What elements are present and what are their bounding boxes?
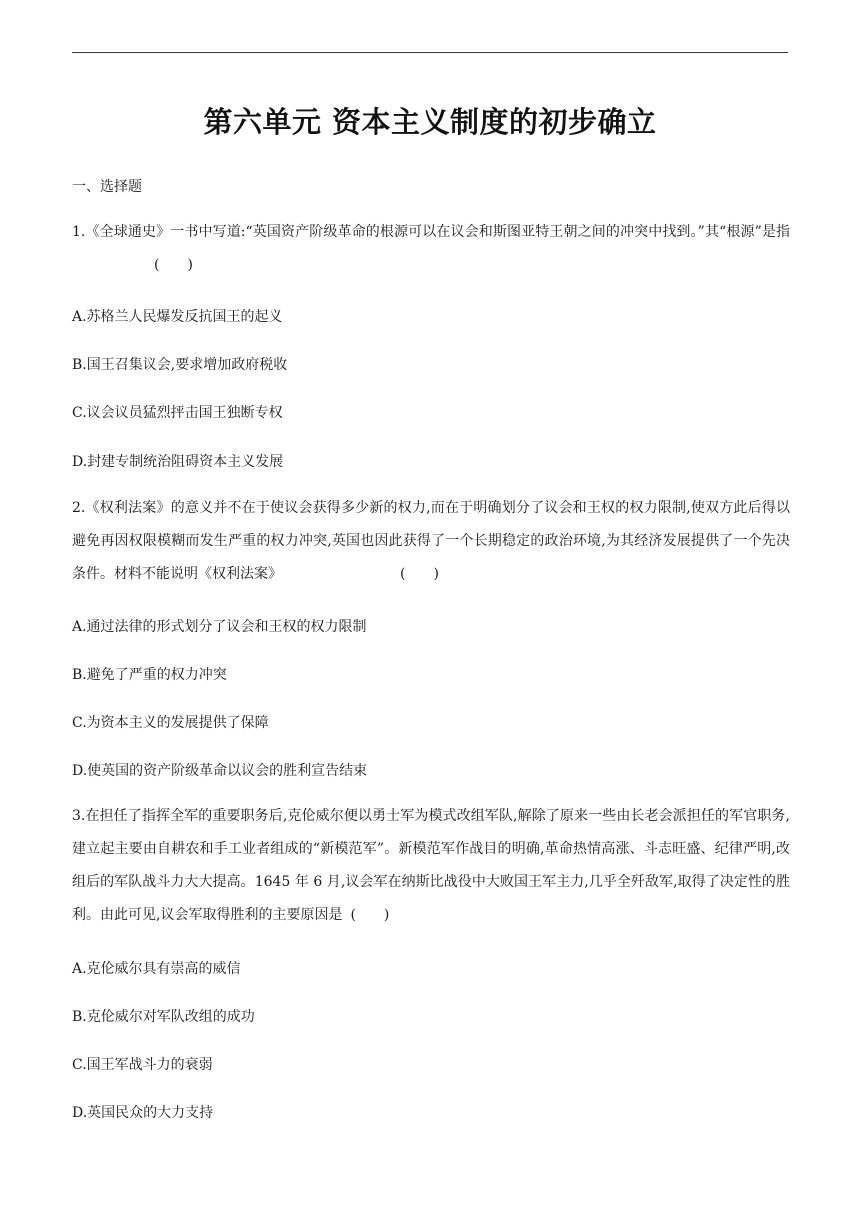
question-stem <box>72 492 790 591</box>
section-heading: 一、选择题 <box>72 179 142 195</box>
option-d[interactable]: D.使英国的资产阶级革命以议会的胜利宣告结束 <box>72 763 368 779</box>
question-3 <box>72 800 790 1130</box>
option-c[interactable]: C.议会议员猛烈抨击国王独断专权 <box>72 405 283 421</box>
question-1 <box>72 216 790 486</box>
answer-blank[interactable]: ( ) <box>350 907 390 923</box>
question-2 <box>72 492 790 792</box>
answer-blank[interactable]: ( ) <box>154 257 193 273</box>
question-stem-text: 3.在担任了指挥全军的重要职务后,克伦威尔便以勇士军为模式改组军队,解除了原来一些由长老会派担任的军官职务,建立起主要由自耕农和手工业者组成的“新模范军”。新模范军作战目的明确,革命热情高涨、斗志旺盛、纪律严明,改组后的军队战斗力大大提高。1645 年 6 月,议会军在纳斯比战役中大败国王军主力,几乎全歼敌军,取得了决定性的胜利。由此可见,议会军取得胜利的主要原因是 <box>72 808 790 923</box>
question-stem <box>72 800 790 932</box>
option-d[interactable]: D.英国民众的大力支持 <box>72 1105 214 1121</box>
option-d[interactable]: D.封建专制统治阻碍资本主义发展 <box>72 454 284 470</box>
option-c[interactable]: C.国王军战斗力的衰弱 <box>72 1057 213 1073</box>
option-b[interactable]: B.克伦威尔对军队改组的成功 <box>72 1009 255 1025</box>
option-a[interactable]: A.克伦威尔具有崇高的威信 <box>72 961 241 977</box>
option-c[interactable]: C.为资本主义的发展提供了保障 <box>72 715 269 731</box>
question-stem-text: 1.《全球通史》一书中写道:“英国资产阶级革命的根源可以在议会和斯图亚特王朝之间的冲突中找到。”其“根源”是指 <box>72 224 790 240</box>
answer-blank[interactable]: ( ) <box>400 566 439 582</box>
question-stem <box>72 216 790 282</box>
option-b[interactable]: B.国王召集议会,要求增加政府税收 <box>72 357 288 373</box>
header-rule <box>72 52 788 53</box>
option-b[interactable]: B.避免了严重的权力冲突 <box>72 667 227 683</box>
question-stem-text: 2.《权利法案》的意义并不在于使议会获得多少新的权力,而在于明确划分了议会和王权的权力限制,使双方此后得以避免再因权限模糊而发生严重的权力冲突,英国也因此获得了一个长期稳定的政治环境,为其经济发展提供了一个先决条件。材料不能说明《权利法案》 <box>72 500 790 582</box>
page-title: 第六单元 资本主义制度的初步确立 <box>203 105 657 139</box>
option-a[interactable]: A.通过法律的形式划分了议会和王权的权力限制 <box>72 619 367 635</box>
option-a[interactable]: A.苏格兰人民爆发反抗国王的起义 <box>72 309 283 325</box>
